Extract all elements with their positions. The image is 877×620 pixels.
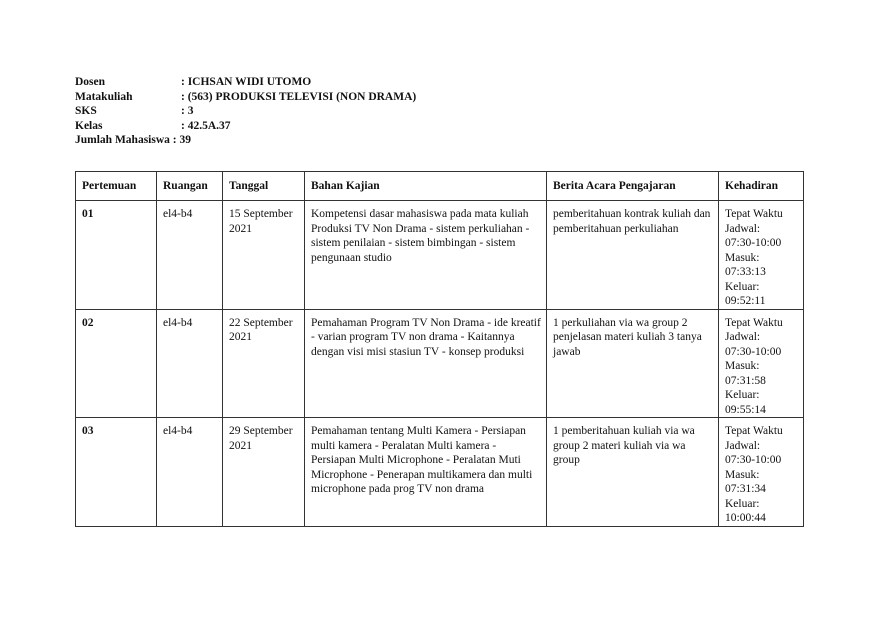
col-header-berita-acara: Berita Acara Pengajaran bbox=[547, 172, 719, 201]
kehadiran-status: Tepat Waktu bbox=[725, 316, 783, 329]
sks-label: SKS bbox=[75, 105, 97, 117]
table-row bbox=[76, 309, 804, 418]
header-row-jumlah bbox=[75, 133, 416, 148]
keluar-value: 09:55:14 bbox=[725, 403, 766, 416]
masuk-label: Masuk: bbox=[725, 360, 760, 372]
header-row-sks bbox=[75, 104, 416, 119]
table-row bbox=[76, 201, 804, 310]
kehadiran-cell bbox=[719, 201, 804, 310]
bahan-kajian-cell: Pemahaman tentang Multi Kamera - Persiapan multi kamera - Peralatan Multi kamera - Persiapan Multi Microphone - Peralatan Muti Microphone - Penerapan multikamera dan multi microphone pada prog TV non drama bbox=[305, 418, 547, 527]
tanggal-cell: 15 September 2021 bbox=[223, 201, 305, 310]
jadwal-label: Jadwal: bbox=[725, 439, 761, 452]
course-header bbox=[75, 75, 416, 148]
bahan-kajian-cell: Pemahaman Program TV Non Drama - ide kreatif - varian program TV non drama - Kaitannya dengan visi misi stasiun TV - konsep produksi bbox=[305, 309, 547, 418]
jadwal-value: 07:30-10:00 bbox=[725, 237, 782, 249]
tanggal-cell: 29 September 2021 bbox=[223, 418, 305, 527]
jumlah-mahasiswa-label: Jumlah Mahasiswa bbox=[75, 134, 170, 146]
tanggal-cell: 22 September 2021 bbox=[223, 309, 305, 418]
col-header-kehadiran: Kehadiran bbox=[719, 172, 804, 201]
col-header-ruangan: Ruangan bbox=[157, 172, 223, 201]
ruangan-cell: el4-b4 bbox=[157, 418, 223, 527]
kehadiran-status: Tepat Waktu bbox=[725, 425, 783, 437]
kehadiran-cell bbox=[719, 418, 804, 527]
jadwal-label: Jadwal: bbox=[725, 222, 761, 235]
jumlah-mahasiswa-value: : 39 bbox=[172, 134, 191, 146]
masuk-value: 07:31:58 bbox=[725, 374, 766, 387]
berita-acara-cell: 1 perkuliahan via wa group 2 penjelasan materi kuliah 3 tanya jawab bbox=[547, 309, 719, 418]
jadwal-label: Jadwal: bbox=[725, 331, 761, 343]
berita-acara-cell: 1 pemberitahuan kuliah via wa group 2 materi kuliah via wa group bbox=[547, 418, 719, 527]
dosen-label: Dosen bbox=[75, 76, 106, 88]
jadwal-value: 07:30-10:00 bbox=[725, 345, 782, 358]
dosen-value: : ICHSAN WIDI UTOMO bbox=[181, 76, 312, 88]
masuk-value: 07:31:34 bbox=[725, 483, 766, 495]
attendance-table bbox=[75, 171, 804, 527]
keluar-label: Keluar: bbox=[725, 280, 760, 293]
col-header-tanggal: Tanggal bbox=[223, 172, 305, 201]
keluar-value: 10:00:44 bbox=[725, 512, 766, 524]
matakuliah-label: Matakuliah bbox=[75, 90, 133, 103]
col-header-pertemuan: Pertemuan bbox=[76, 172, 157, 201]
berita-acara-cell: pemberitahuan kontrak kuliah dan pemberitahuan perkuliahan bbox=[547, 201, 719, 310]
header-row-kelas bbox=[75, 119, 416, 134]
header-row-matakuliah bbox=[75, 90, 416, 105]
pertemuan-cell: 02 bbox=[76, 309, 157, 418]
kelas-label: Kelas bbox=[75, 119, 103, 132]
ruangan-cell: el4-b4 bbox=[157, 309, 223, 418]
table-row bbox=[76, 418, 804, 527]
masuk-label: Masuk: bbox=[725, 251, 760, 264]
header-row-dosen bbox=[75, 75, 416, 90]
ruangan-cell: el4-b4 bbox=[157, 201, 223, 310]
kelas-value: : 42.5A.37 bbox=[181, 119, 231, 132]
col-header-bahan-kajian: Bahan Kajian bbox=[305, 172, 547, 201]
bahan-kajian-cell: Kompetensi dasar mahasiswa pada mata kuliah Produksi TV Non Drama - sistem perkuliahan - sistem penilaian - sistem bimbingan - sistem pengunaan studio bbox=[305, 201, 547, 310]
kehadiran-status: Tepat Waktu bbox=[725, 208, 783, 220]
matakuliah-value: : (563) PRODUKSI TELEVISI (NON DRAMA) bbox=[181, 90, 417, 103]
kehadiran-cell bbox=[719, 309, 804, 418]
masuk-value: 07:33:13 bbox=[725, 266, 766, 278]
pertemuan-cell: 01 bbox=[76, 201, 157, 310]
keluar-label: Keluar: bbox=[725, 497, 760, 510]
jadwal-value: 07:30-10:00 bbox=[725, 454, 782, 466]
table-header-row bbox=[76, 172, 804, 201]
keluar-label: Keluar: bbox=[725, 389, 760, 401]
pertemuan-cell: 03 bbox=[76, 418, 157, 527]
keluar-value: 09:52:11 bbox=[725, 295, 766, 307]
sks-value: : 3 bbox=[181, 105, 194, 117]
masuk-label: Masuk: bbox=[725, 468, 760, 481]
